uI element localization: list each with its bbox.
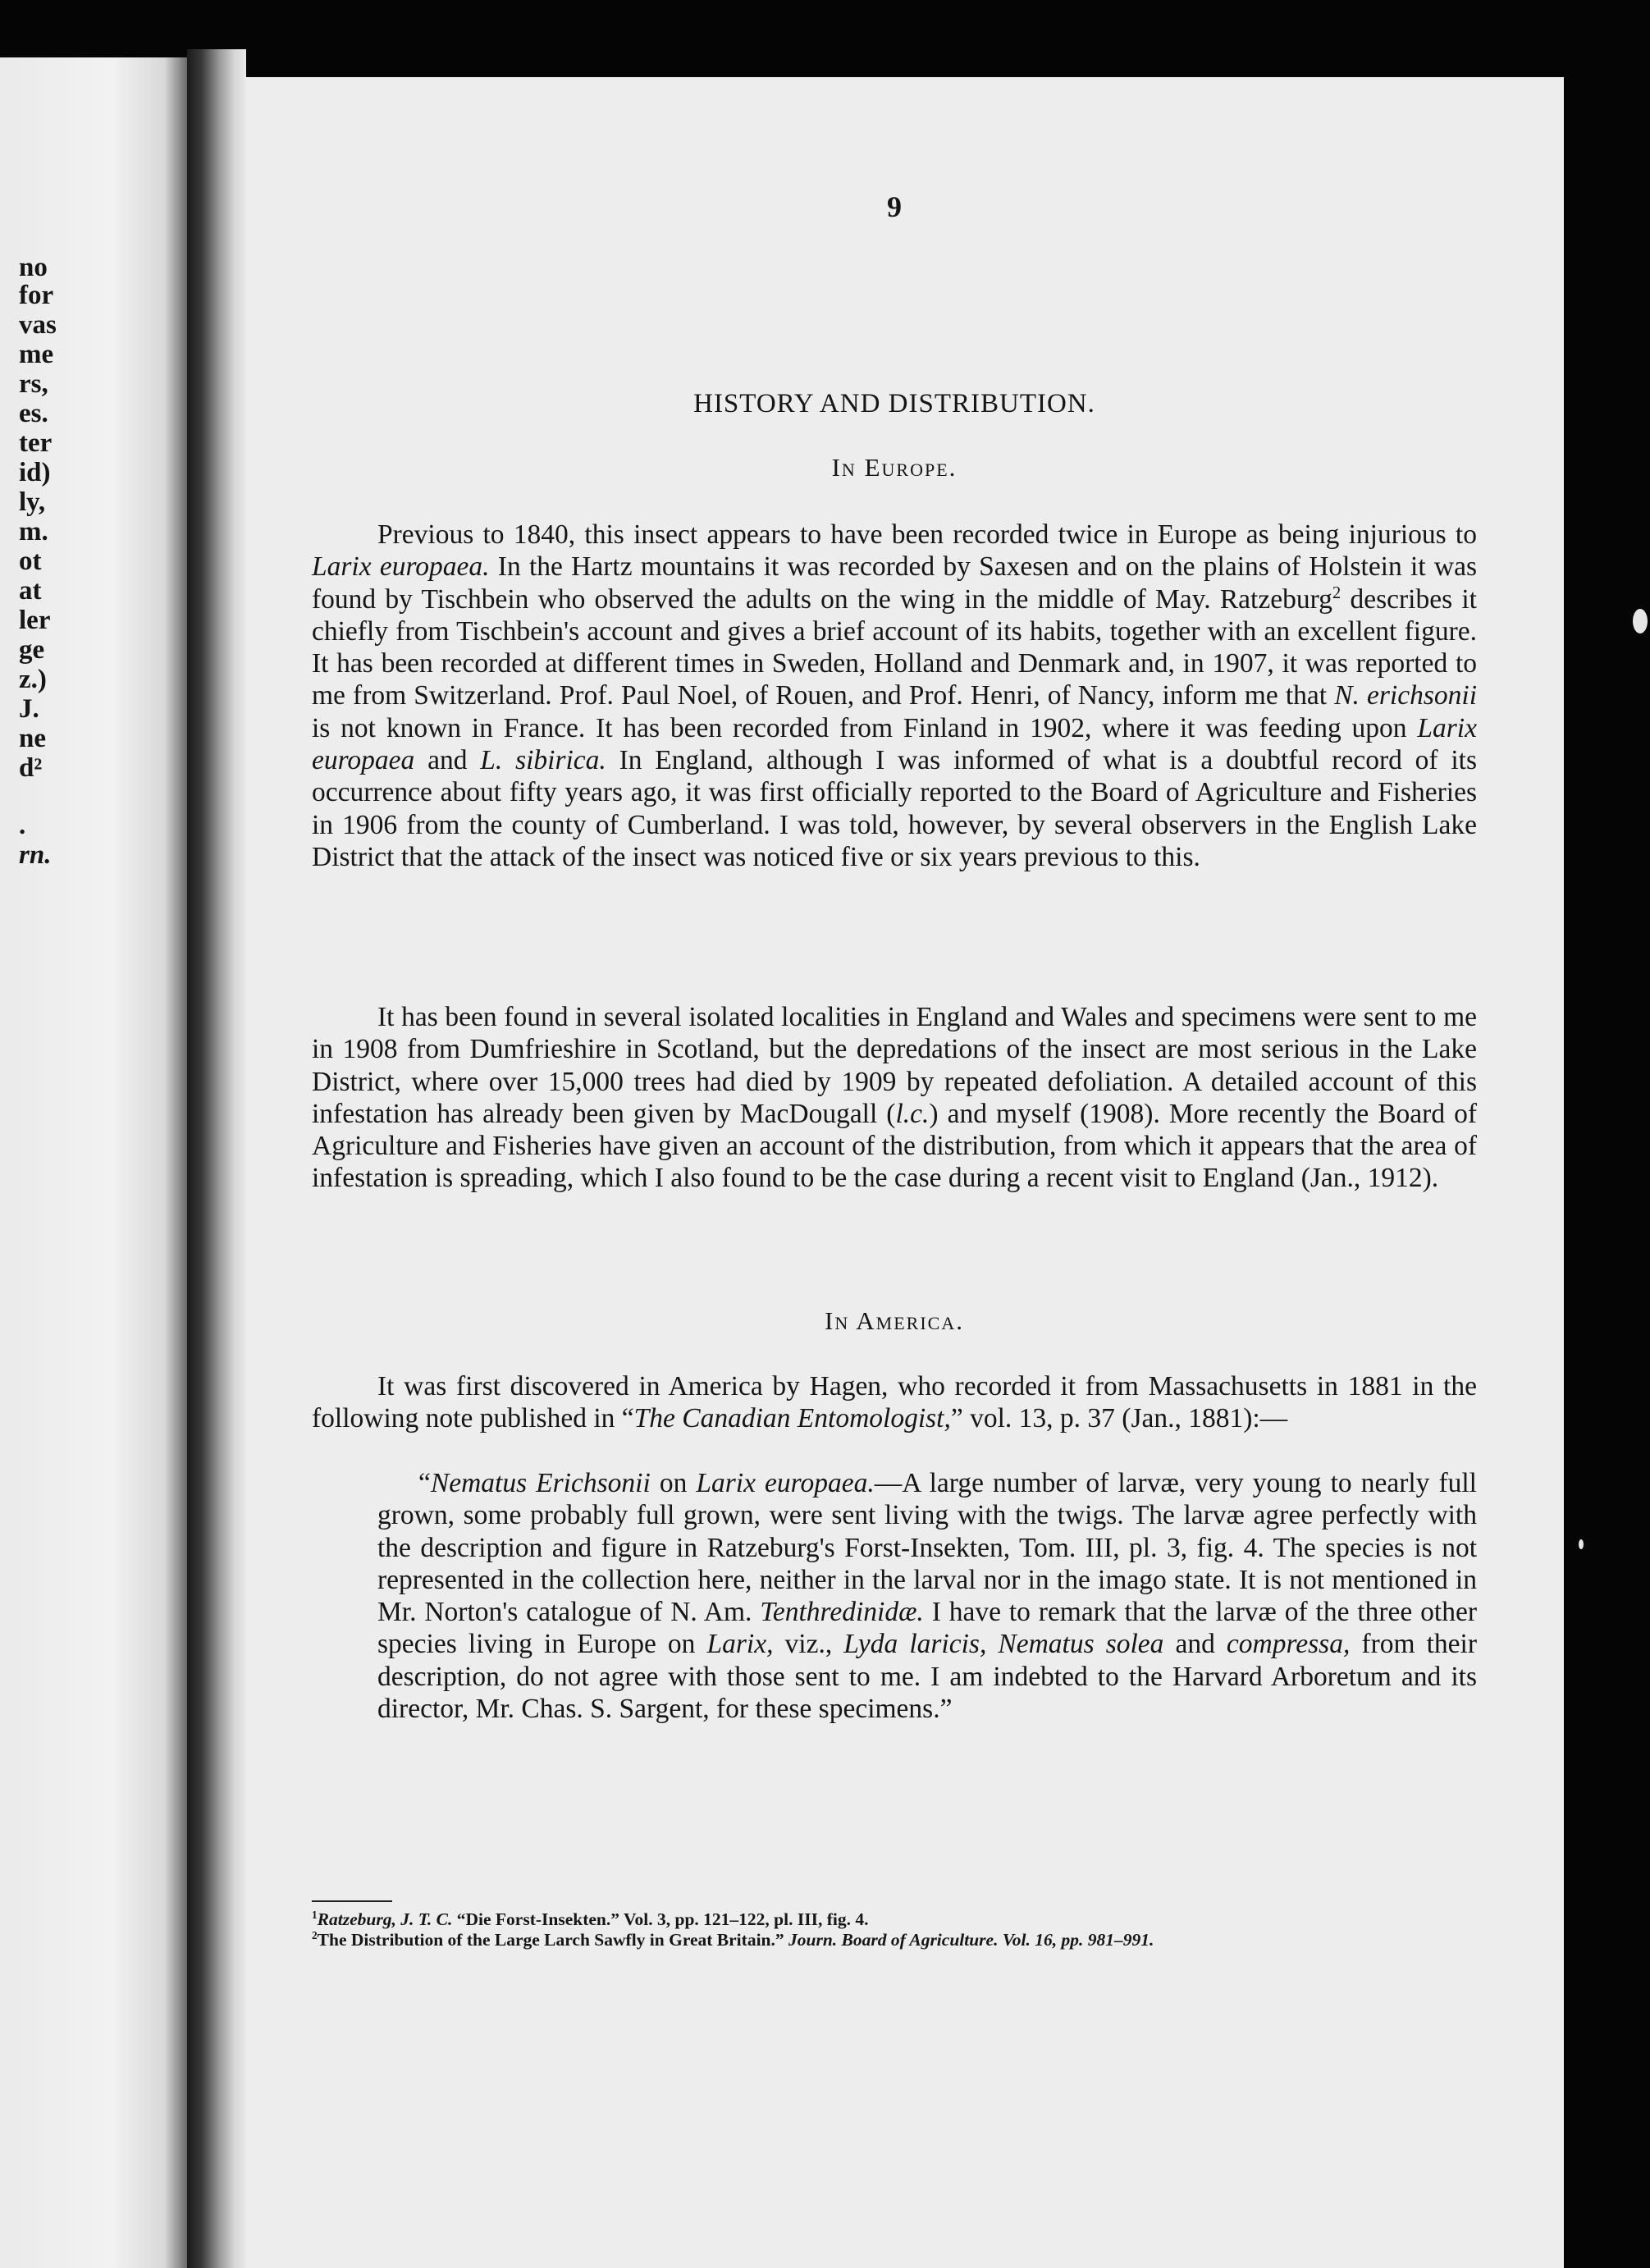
subheading-america: In America. [825,1306,964,1335]
hagen-quotation: “Nematus Erichsonii on Larix europaea.—A large number of larvæ, very young to nearly full grown, some probably full grown, were sent living with the twigs. The larvæ agree perfectly with the description and figure in Ratzeburg's Forst-Insekten, Tom. III, pl. 3, fig. 4. The species is not represented in the collection here, neither in the larval nor in the imago state. It is not mentioned in Mr. Norton's catalogue of N. Am. Tenthredinidæ. I have to remark that the larvæ of the three other species living in Europe on Larix, viz., Lyda laricis, Nematus solea and compressa, from their description, do not agree with those sent to me. I am indebted to the Harvard Arboretum and its director, Mr. Chas. S. Sargent, for these specimens.” [377,1468,1477,1725]
previous-page-fragment: no [19,253,48,282]
previous-page-fragment: m. [19,517,48,546]
previous-page-fragment: ter [19,428,53,458]
previous-page-fragment: . [19,811,26,840]
previous-page-fragment: rs, [19,369,48,399]
previous-page-fragment: ot [19,546,42,576]
footnote-2: $^2$The Distribution of the Large Larch Sawfly in Great Britain.” Journ. Board of Agriculture. Vol. 16, pp. 981–991. [312,1928,1154,1950]
previous-page-fragment: ler [19,606,51,635]
previous-page-fragment: me [19,340,54,369]
footnote-1: $^1$Ratzeburg, J. T. C. “Die Forst-Insekten.” Vol. 3, pp. 121–122, pl. III, fig. 4. [312,1908,869,1929]
previous-page-fragment: at [19,576,42,606]
previous-page-fragment: ge [19,635,45,665]
document-page [246,77,1564,2268]
paragraph-europe-1: Previous to 1840, this insect appears to have been recorded twice in Europe as being injurious to Larix europaea. In the Hartz mountains it was recorded by Saxesen and on the plains of Holstein it was found by Tischbein who observed the adults on the wing in the middle of May. Ratzeburg$^2$ describes it chiefly from Tischbein's account and gives a brief account of its habits, together with an excellent figure. It has been recorded at different times in Sweden, Holland and Denmark and, in 1907, it was reported to me from Switzerland. Prof. Paul Noel, of Rouen, and Prof. Henri, of Nancy, inform me that N. erichsonii is not known in France. It has been recorded from Finland in 1902, where it was feeding upon Larix europaea and L. sibirica. In England, although I was informed of what is a doubtful record of its occurrence about fifty years ago, it was first officially reported to the Board of Agriculture and Fisheries in 1906 from the county of Cumberland. I was told, however, by several observers in the English Lake District that the attack of the insect was noticed five or six years previous to this. [312,519,1478,872]
scan-speck [1579,1539,1584,1549]
paragraph-europe-2: It has been found in several isolated localities in England and Wales and specimens were sent to me in 1908 from Dumfrieshire in Scotland, but the depredations of the insect are most serious in the Lake District, where over 15,000 trees had died by 1909 by repeated defoliation. A detailed account of this infestation has already been given by MacDougall (l.c.) and myself (1908). More recently the Board of Agriculture and Fisheries have given an account of the distribution, from which it appears that the area of infestation is spreading, which I also found to be the case during a recent visit to England (Jan., 1912). [312,1002,1477,1194]
previous-page-fragment: es. [19,399,48,428]
previous-page-fragment: id) [19,458,51,487]
previous-page-fragment: rn. [19,840,52,870]
section-heading: HISTORY AND DISTRIBUTION. [693,389,1095,418]
previous-page-edge [0,57,187,2268]
previous-page-fragment: for [19,281,54,310]
footnote-rule [312,1900,392,1902]
paragraph-america-1: It was first discovered in America by Hagen, who recorded it from Massachusetts in 1881 in the following note published in “The Canadian Entomologist,” vol. 13, p. 37 (Jan., 1881):— [312,1371,1477,1434]
subheading-europe: In Europe. [831,453,958,482]
binding-gutter [187,49,246,2268]
page-number: 9 [887,190,902,223]
scan-speck [1633,609,1648,633]
previous-page-fragment: ly, [19,487,46,517]
previous-page-fragment: J. [19,694,39,724]
previous-page-fragment: ne [19,724,46,753]
previous-page-fragment: d² [19,753,43,783]
previous-page-fragment: z.) [19,665,47,694]
previous-page-fragment: vas [19,310,57,340]
